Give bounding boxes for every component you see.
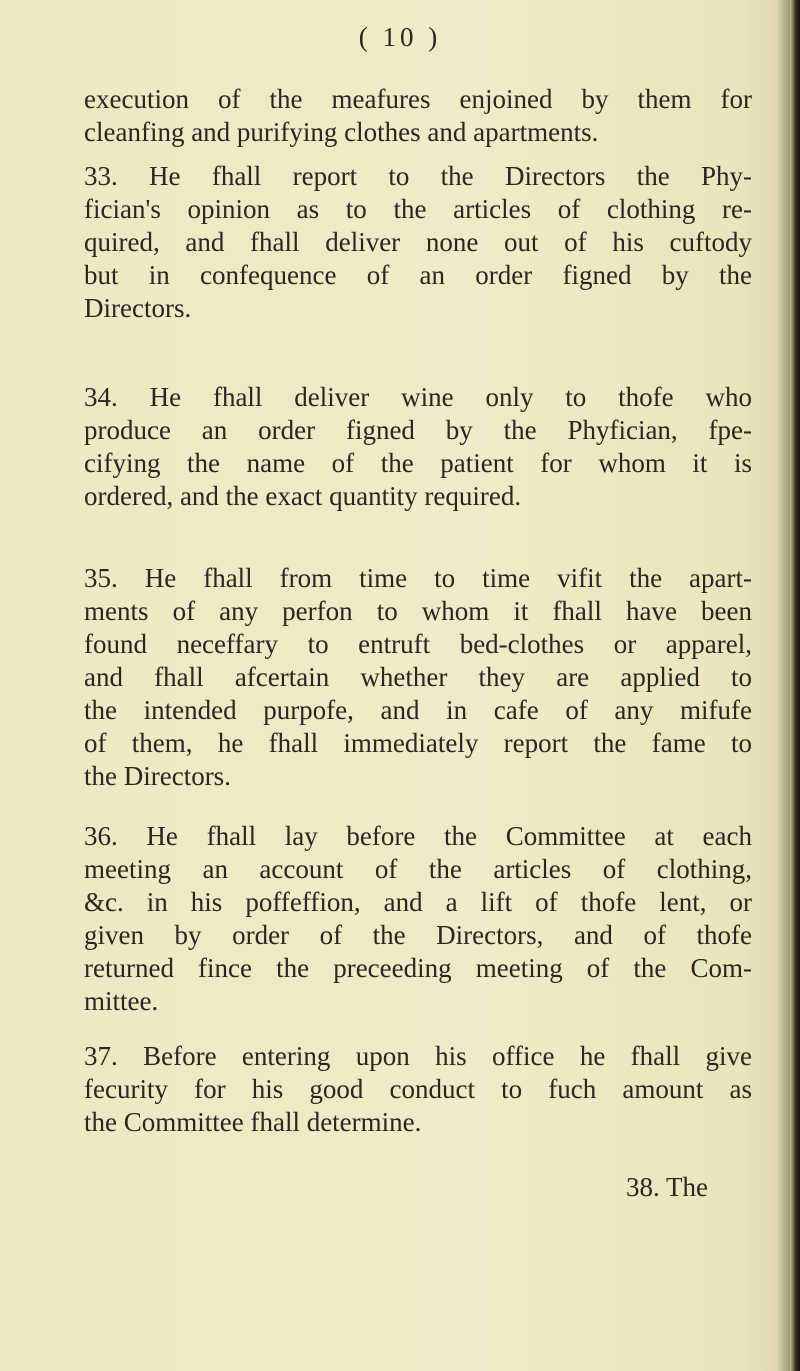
text-line: 33. He fhall report to the Directors the Phy- [84,161,752,191]
text-line: mittee. [84,986,159,1016]
paragraph-item-34 [84,381,752,513]
paragraph-item-33 [84,160,752,325]
text-line: quired, and fhall deliver none out of his cuftody [84,227,752,257]
page-edge-shadow [790,0,800,1371]
text-line: 35. He fhall from time to time vifit the apart- [84,563,752,593]
text-line: 37. Before entering upon his office he fhall give [84,1041,752,1071]
text-line: and fhall afcertain whether they are applied to [84,662,752,692]
text-line: found neceffary to entruft bed-clothes or apparel, [84,629,752,659]
text-line: the Committee fhall determine. [84,1107,422,1137]
text-line: produce an order figned by the Phyfician, fpe- [84,415,752,445]
paragraph-continuation [84,83,752,149]
text-line: &c. in his poffeffion, and a lift of thofe lent, or [84,887,752,917]
text-line: cleanfing and purifying clothes and apartments. [84,117,599,147]
text-line: meeting an account of the articles of clothing, [84,854,752,884]
text-line: cifying the name of the patient for whom it is [84,448,752,478]
text-line: the intended purpofe, and in cafe of any mifufe [84,695,752,725]
text-line: 34. He fhall deliver wine only to thofe who [84,382,752,412]
text-line: fician's opinion as to the articles of clothing re- [84,194,752,224]
catchword: 38. The [626,1172,708,1202]
text-line: ments of any perfon to whom it fhall have been [84,596,752,626]
text-line: given by order of the Directors, and of thofe [84,920,752,950]
text-line: fecurity for his good conduct to fuch amount as [84,1074,752,1104]
page-number: ( 10 ) [358,22,442,52]
paragraph-item-37 [84,1040,752,1139]
text-line: 36. He fhall lay before the Committee at each [84,821,752,851]
text-line: but in confequence of an order figned by the [84,260,752,290]
text-line: the Directors. [84,761,231,791]
text-line: ordered, and the exact quantity required. [84,481,522,511]
paragraph-item-36 [84,820,752,1018]
text-line: of them, he fhall immediately report the fame to [84,728,752,758]
text-line: returned fince the preceeding meeting of the Com- [84,953,752,983]
paragraph-item-35 [84,562,752,793]
text-line: Directors. [84,293,192,323]
text-line: execution of the meafures enjoined by them for [84,84,752,114]
